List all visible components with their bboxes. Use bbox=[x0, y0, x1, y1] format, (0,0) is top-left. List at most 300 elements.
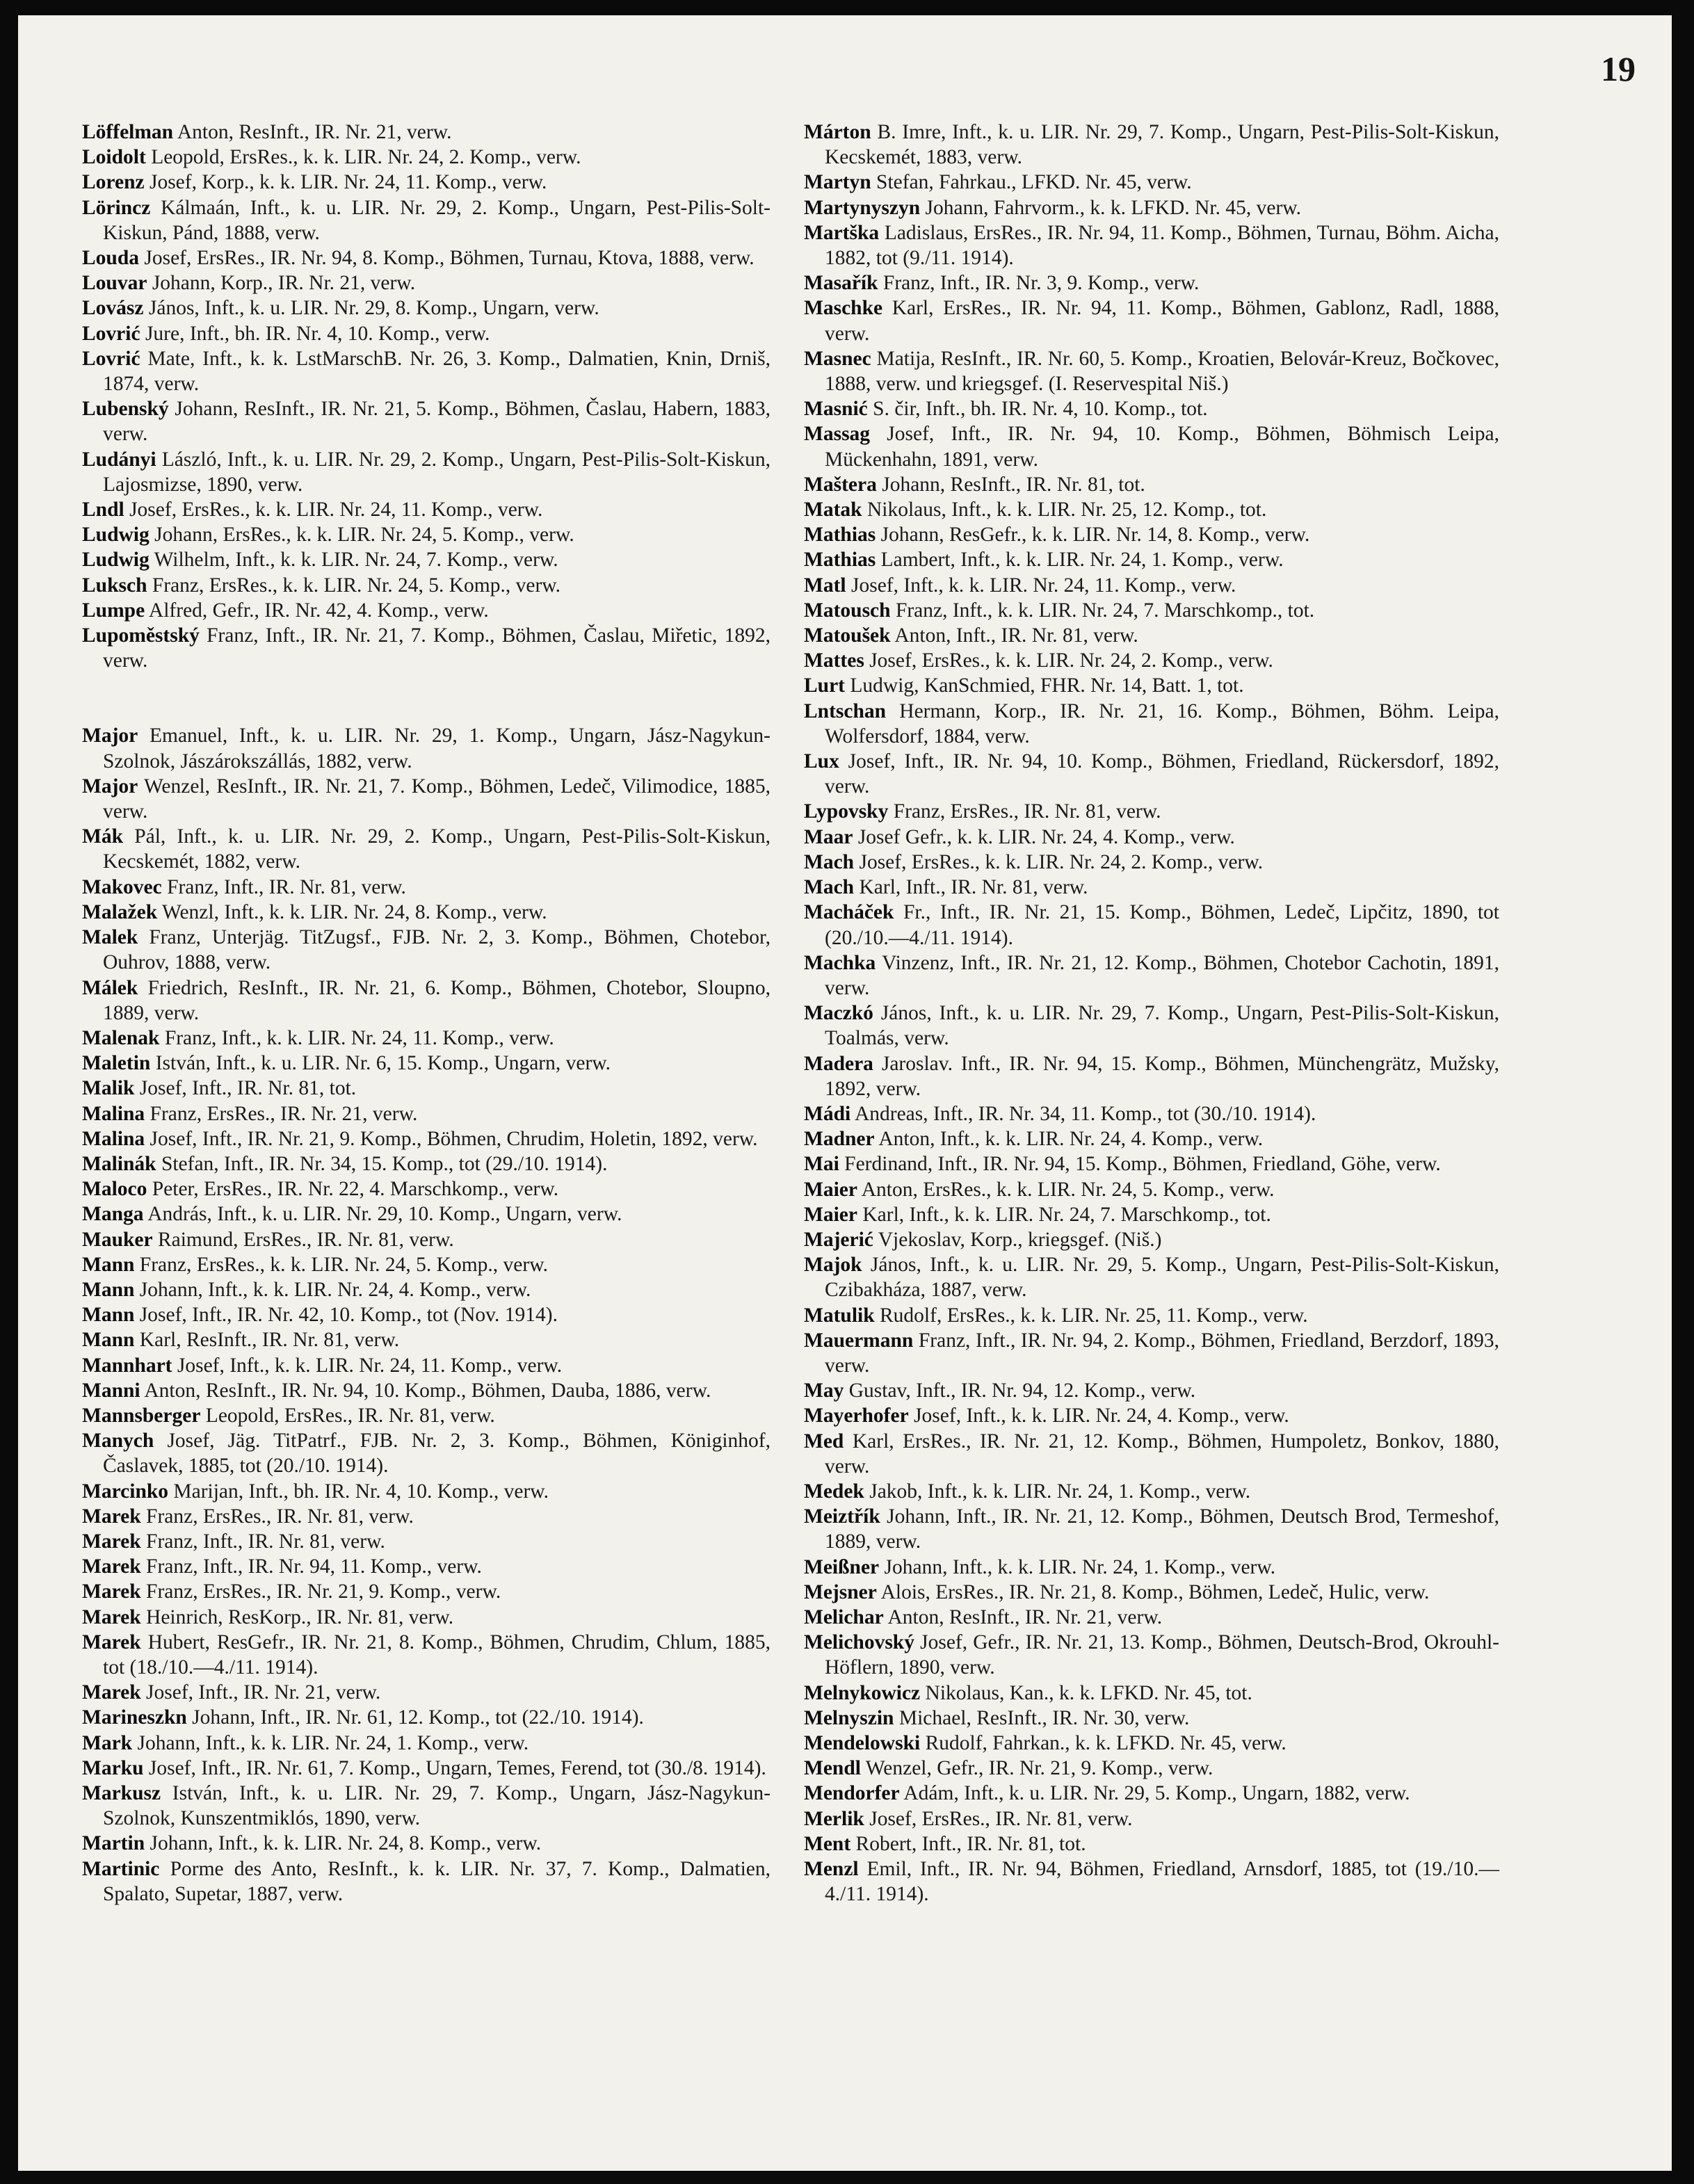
entry-details: S. čir, Inft., bh. IR. Nr. 4, 10. Komp., tot. bbox=[873, 398, 1208, 421]
entry-details: Rudolf, ErsRes., k. k. LIR. Nr. 25, 11. Komp., verw. bbox=[880, 1304, 1308, 1327]
entry-details: Josef, ErsRes., IR. Nr. 94, 8. Komp., Böhmen, Turnau, Ktova, 1888, verw. bbox=[144, 247, 755, 270]
casualty-entry bbox=[82, 598, 771, 623]
entry-details: Adám, Inft., k. u. LIR. Nr. 29, 5. Komp., Ungarn, 1882, verw. bbox=[903, 1782, 1410, 1805]
casualty-entry bbox=[804, 699, 1499, 749]
surname: Major bbox=[82, 775, 138, 798]
surname: Marek bbox=[82, 1530, 141, 1553]
casualty-entry bbox=[804, 573, 1499, 598]
surname: Matl bbox=[804, 574, 846, 597]
surname: Marcinko bbox=[82, 1480, 169, 1503]
entry-details: Raimund, ErsRes., IR. Nr. 81, verw. bbox=[157, 1228, 454, 1251]
entry-details: Franz, ErsRes., IR. Nr. 81, verw. bbox=[146, 1505, 414, 1528]
surname: Malinák bbox=[82, 1152, 156, 1175]
entry-details: Anton, ResInft., IR. Nr. 21, verw. bbox=[887, 1605, 1163, 1628]
entry-details: Alois, ErsRes., IR. Nr. 21, 8. Komp., Böhmen, Ledeč, Hulic, verw. bbox=[880, 1580, 1430, 1603]
casualty-entry bbox=[804, 648, 1499, 673]
casualty-entry bbox=[82, 900, 771, 925]
casualty-entry bbox=[804, 522, 1499, 547]
casualty-entry bbox=[82, 976, 771, 1026]
entry-details: Mate, Inft., k. k. LstMarschB. Nr. 26, 3. Komp., Dalmatien, Knin, Drniš, 1874, verw. bbox=[103, 347, 771, 396]
surname: Málek bbox=[82, 976, 138, 999]
casualty-entry bbox=[82, 1252, 771, 1277]
entry-details: Josef, ErsRes., IR. Nr. 81, verw. bbox=[869, 1807, 1133, 1830]
right-column bbox=[804, 120, 1499, 1907]
entry-details: Wenzel, ResInft., IR. Nr. 21, 7. Komp., Böhmen, Ledeč, Vilimodice, 1885, verw. bbox=[103, 775, 771, 823]
surname: Mathias bbox=[804, 524, 876, 547]
casualty-entry bbox=[804, 1756, 1499, 1781]
casualty-entry bbox=[804, 749, 1499, 799]
entry-details: Vinzenz, Inft., IR. Nr. 21, 12. Komp., Böhmen, Chotebor Cachotin, 1891, verw. bbox=[825, 951, 1499, 999]
entry-details: Franz, Inft., IR. Nr. 81, verw. bbox=[167, 875, 406, 898]
surname: Loidolt bbox=[82, 146, 146, 169]
casualty-entry bbox=[82, 723, 771, 773]
surname: Mák bbox=[82, 825, 123, 848]
casualty-entry bbox=[804, 825, 1499, 850]
entry-details: Anton, ResInft., IR. Nr. 21, verw. bbox=[177, 121, 452, 143]
entry-details: Jure, Inft., bh. IR. Nr. 4, 10. Komp., verw. bbox=[145, 322, 490, 345]
surname: Ludwig bbox=[82, 549, 150, 572]
casualty-entry bbox=[804, 547, 1499, 572]
surname: Masnić bbox=[804, 398, 868, 421]
casualty-entry bbox=[804, 270, 1499, 296]
casualty-entry bbox=[804, 951, 1499, 1001]
surname: Medek bbox=[804, 1480, 864, 1503]
entry-details: Franz, ErsRes., k. k. LIR. Nr. 24, 5. Komp., verw. bbox=[139, 1253, 548, 1276]
casualty-entry bbox=[804, 1681, 1499, 1706]
entry-details: Karl, Inft., k. k. LIR. Nr. 24, 7. Marschkomp., tot. bbox=[862, 1203, 1271, 1226]
entry-details: Ladislaus, ErsRes., IR. Nr. 94, 11. Komp., Böhmen, Turnau, Böhm. Aicha, 1882, tot (9./11. 1914). bbox=[825, 221, 1499, 270]
casualty-entry bbox=[804, 220, 1499, 270]
casualty-entry bbox=[82, 195, 771, 245]
casualty-entry bbox=[82, 1327, 771, 1352]
entry-details: Rudolf, Fahrkan., k. k. LFKD. Nr. 45, verw. bbox=[925, 1732, 1286, 1754]
entry-details: Johann, ResGefr., k. k. LIR. Nr. 14, 8. Komp., verw. bbox=[880, 524, 1310, 547]
casualty-entry bbox=[82, 1126, 771, 1151]
surname: Malenak bbox=[82, 1026, 160, 1049]
casualty-entry bbox=[82, 1353, 771, 1378]
surname: Mannsberger bbox=[82, 1404, 201, 1427]
surname: Makovec bbox=[82, 875, 162, 898]
surname: Martyn bbox=[804, 171, 871, 194]
casualty-entry bbox=[804, 346, 1499, 396]
surname: Mark bbox=[82, 1731, 133, 1754]
entry-details: Johann, ErsRes., k. k. LIR. Nr. 24, 5. Komp., verw. bbox=[154, 524, 574, 547]
surname: Maletin bbox=[82, 1052, 151, 1075]
surname: Malina bbox=[82, 1127, 145, 1150]
surname: Markusz bbox=[82, 1782, 161, 1804]
entry-details: Franz, Inft., k. k. LIR. Nr. 24, 7. Marschkomp., tot. bbox=[895, 599, 1315, 622]
surname: Malažek bbox=[82, 900, 158, 923]
casualty-entry bbox=[82, 1831, 771, 1856]
surname: Mann bbox=[82, 1329, 135, 1352]
entry-details: János, Inft., k. u. LIR. Nr. 29, 5. Komp., Ungarn, Pest-Pilis-Solt-Kiskun, Czibakháza, 1887, verw. bbox=[825, 1254, 1500, 1302]
entry-details: Vjekoslav, Korp., kriegsgef. (Niš.) bbox=[878, 1228, 1162, 1251]
casualty-entry bbox=[82, 1076, 771, 1101]
casualty-entry bbox=[804, 598, 1499, 623]
casualty-entry bbox=[804, 900, 1499, 950]
surname: Lörincz bbox=[82, 196, 151, 219]
surname: Major bbox=[82, 725, 138, 747]
surname: Meißner bbox=[804, 1555, 880, 1578]
casualty-entry bbox=[804, 1555, 1499, 1580]
casualty-entry bbox=[82, 1151, 771, 1176]
entry-details: István, Inft., k. u. LIR. Nr. 29, 7. Komp., Ungarn, Jász-Nagykun-Szolnok, Kunszentmiklós, 1890, verw. bbox=[103, 1782, 771, 1830]
casualty-entry bbox=[82, 1101, 771, 1126]
entry-details: Johann, Inft., k. k. LIR. Nr. 24, 4. Komp., verw. bbox=[139, 1278, 531, 1301]
casualty-entry bbox=[804, 421, 1499, 471]
surname: Maloco bbox=[82, 1178, 147, 1201]
surname: Mach bbox=[804, 850, 855, 873]
entry-details: Robert, Inft., IR. Nr. 81, tot. bbox=[855, 1832, 1086, 1855]
entry-details: Peter, ErsRes., IR. Nr. 22, 4. Marschkomp., verw. bbox=[152, 1178, 559, 1201]
scanned-page bbox=[18, 15, 1672, 2171]
surname: Mendorfer bbox=[804, 1782, 900, 1805]
surname: Marek bbox=[82, 1631, 141, 1653]
entry-details: Johann, Inft., k. k. LIR. Nr. 24, 1. Komp., verw. bbox=[137, 1731, 529, 1754]
entry-details: Karl, ResInft., IR. Nr. 81, verw. bbox=[139, 1329, 400, 1352]
entry-details: Franz, ErsRes., k. k. LIR. Nr. 24, 5. Komp., verw. bbox=[152, 574, 561, 597]
casualty-entry bbox=[804, 1177, 1499, 1202]
surname: Lovrić bbox=[82, 322, 140, 345]
surname: Ludwig bbox=[82, 524, 150, 547]
entry-details: Johann, Korp., IR. Nr. 21, verw. bbox=[152, 272, 416, 295]
surname: Masařík bbox=[804, 272, 878, 295]
page-number: 19 bbox=[1601, 49, 1636, 88]
entry-details: Josef, ErsRes., k. k. LIR. Nr. 24, 2. Komp., verw. bbox=[869, 649, 1273, 672]
casualty-entry bbox=[82, 1479, 771, 1504]
surname: Lovrić bbox=[82, 347, 140, 370]
surname: Mádi bbox=[804, 1102, 851, 1125]
entry-details: Friedrich, ResInft., IR. Nr. 21, 6. Komp., Böhmen, Chotebor, Sloupno, 1889, verw. bbox=[103, 976, 771, 1024]
casualty-entry bbox=[804, 396, 1499, 421]
casualty-entry bbox=[82, 346, 771, 396]
entry-details: Johann, ResInft., IR. Nr. 81, tot. bbox=[882, 473, 1145, 496]
surname: Luksch bbox=[82, 574, 147, 597]
surname: Matak bbox=[804, 499, 862, 521]
casualty-entry bbox=[82, 925, 771, 975]
entry-details: András, Inft., k. u. LIR. Nr. 29, 10. Komp., Ungarn, verw. bbox=[147, 1203, 622, 1226]
entry-details: Marijan, Inft., bh. IR. Nr. 4, 10. Komp., verw. bbox=[173, 1480, 549, 1503]
entry-details: Josef, Inft., k. k. LIR. Nr. 24, 11. Komp., verw. bbox=[177, 1354, 563, 1377]
entry-details: Anton, Inft., IR. Nr. 81, verw. bbox=[894, 624, 1138, 647]
entry-details: Johann, Inft., k. k. LIR. Nr. 24, 1. Komp., verw. bbox=[884, 1555, 1276, 1578]
surname: Marek bbox=[82, 1555, 141, 1578]
entry-details: Josef, Gefr., IR. Nr. 21, 13. Komp., Böhmen, Deutsch-Brod, Okrouhl-Höflern, 1890, verw. bbox=[825, 1631, 1499, 1679]
surname: Matulik bbox=[804, 1304, 875, 1327]
surname: Massag bbox=[804, 423, 871, 446]
entry-details: Franz, ErsRes., IR. Nr. 21, 9. Komp., verw. bbox=[146, 1580, 501, 1603]
surname: Mann bbox=[82, 1253, 135, 1276]
surname: Lubenský bbox=[82, 398, 169, 421]
casualty-entry bbox=[804, 1731, 1499, 1756]
casualty-entry bbox=[82, 1026, 771, 1051]
surname: Mejsner bbox=[804, 1580, 877, 1603]
entry-details: Kálmaán, Inft., k. u. LIR. Nr. 29, 2. Komp., Ungarn, Pest-Pilis-Solt-Kiskun, Pánd, 1888, verw. bbox=[103, 196, 771, 244]
casualty-entry bbox=[804, 1303, 1499, 1328]
entry-details: János, Inft., k. u. LIR. Nr. 29, 8. Komp., Ungarn, verw. bbox=[148, 297, 599, 320]
surname: Melnykowicz bbox=[804, 1681, 921, 1704]
surname: Manga bbox=[82, 1203, 144, 1226]
entry-details: Michael, ResInft., IR. Nr. 30, verw. bbox=[898, 1706, 1190, 1729]
casualty-entry bbox=[82, 1202, 771, 1227]
entry-details: Franz, Inft., IR. Nr. 94, 11. Komp., verw. bbox=[146, 1555, 482, 1578]
surname: Madner bbox=[804, 1128, 875, 1151]
casualty-entry bbox=[82, 875, 771, 900]
casualty-entry bbox=[82, 573, 771, 598]
surname: Lndl bbox=[82, 499, 124, 521]
casualty-entry bbox=[804, 1504, 1499, 1554]
surname: Martška bbox=[804, 221, 880, 244]
casualty-entry bbox=[804, 850, 1499, 875]
surname: Marineszkn bbox=[82, 1706, 187, 1729]
casualty-entry bbox=[82, 396, 771, 446]
casualty-entry bbox=[82, 1504, 771, 1529]
entry-details: Stefan, Inft., IR. Nr. 34, 15. Komp., tot (29./10. 1914). bbox=[161, 1152, 608, 1175]
surname: Mann bbox=[82, 1278, 135, 1301]
surname: Marek bbox=[82, 1605, 141, 1628]
casualty-entry bbox=[804, 195, 1499, 220]
casualty-entry bbox=[804, 1605, 1499, 1630]
entry-details: Johann, Inft., IR. Nr. 61, 12. Komp., tot (22./10. 1914). bbox=[192, 1706, 644, 1729]
surname: Meiztřík bbox=[804, 1505, 880, 1528]
casualty-entry bbox=[82, 296, 771, 321]
entry-details: Leopold, ErsRes., IR. Nr. 81, verw. bbox=[205, 1404, 495, 1427]
surname: Lux bbox=[804, 750, 839, 773]
entry-details: Jakob, Inft., k. k. LIR. Nr. 24, 1. Komp., verw. bbox=[869, 1480, 1251, 1503]
surname: Márton bbox=[804, 121, 871, 143]
entry-details: Wenzel, Gefr., IR. Nr. 21, 9. Komp., verw. bbox=[865, 1757, 1213, 1780]
surname: Matoušek bbox=[804, 624, 891, 647]
casualty-entry bbox=[804, 1831, 1499, 1857]
casualty-entry bbox=[804, 1806, 1499, 1831]
entry-details: Anton, ResInft., IR. Nr. 94, 10. Komp., Böhmen, Dauba, 1886, verw. bbox=[144, 1379, 711, 1402]
entry-details: Franz, Inft., k. k. LIR. Nr. 24, 11. Komp., verw. bbox=[164, 1026, 554, 1049]
surname: Mannhart bbox=[82, 1354, 172, 1377]
surname: Maier bbox=[804, 1203, 857, 1226]
entry-details: Franz, ErsRes., IR. Nr. 21, verw. bbox=[150, 1102, 418, 1125]
surname: Löffelman bbox=[82, 121, 174, 143]
casualty-entry bbox=[804, 1403, 1499, 1428]
surname: Masnec bbox=[804, 347, 871, 370]
entry-details: Matija, ResInft., IR. Nr. 60, 5. Komp., Kroatien, Belovár-Kreuz, Bočkovec, 1888, verw. und kriegsgef. (I. Reservespital Niš.) bbox=[825, 347, 1499, 396]
section-gap bbox=[82, 673, 771, 723]
entry-details: Franz, Inft., IR. Nr. 21, 7. Komp., Böhmen, Časlau, Miřetic, 1892, verw. bbox=[103, 624, 771, 672]
surname: Malina bbox=[82, 1102, 145, 1125]
entry-details: Josef, Inft., IR. Nr. 21, 9. Komp., Böhmen, Chrudim, Holetin, 1892, verw. bbox=[150, 1127, 758, 1150]
casualty-entry bbox=[804, 1101, 1499, 1126]
surname: Lypovsky bbox=[804, 800, 889, 823]
surname: Lumpe bbox=[82, 599, 145, 622]
entry-details: Andreas, Inft., IR. Nr. 34, 11. Komp., tot (30./10. 1914). bbox=[854, 1102, 1316, 1125]
casualty-entry bbox=[82, 1277, 771, 1302]
surname: Lupoměstský bbox=[82, 624, 200, 647]
casualty-entry bbox=[804, 1479, 1499, 1504]
entry-details: Josef, Inft., IR. Nr. 81, tot. bbox=[139, 1077, 357, 1100]
entry-details: Josef, Korp., k. k. LIR. Nr. 24, 11. Komp., verw. bbox=[149, 171, 547, 194]
casualty-entry bbox=[804, 1252, 1499, 1302]
entry-details: Anton, Inft., k. k. LIR. Nr. 24, 4. Komp., verw. bbox=[878, 1128, 1264, 1151]
surname: Maier bbox=[804, 1178, 857, 1201]
surname: Marku bbox=[82, 1756, 144, 1779]
casualty-entry bbox=[804, 1429, 1499, 1479]
entry-details: Josef, Inft., k. k. LIR. Nr. 24, 4. Komp., verw. bbox=[914, 1405, 1289, 1427]
left-column bbox=[82, 120, 771, 1907]
surname: Martinic bbox=[82, 1857, 160, 1880]
entry-details: Leopold, ErsRes., k. k. LIR. Nr. 24, 2. Komp., verw. bbox=[151, 146, 581, 169]
surname: Med bbox=[804, 1430, 844, 1453]
casualty-entry bbox=[82, 245, 771, 270]
entry-details: Hermann, Korp., IR. Nr. 21, 16. Komp., Böhmen, Böhm. Leipa, Wolfersdorf, 1884, verw. bbox=[825, 699, 1500, 747]
surname: Mattes bbox=[804, 649, 864, 672]
casualty-entry bbox=[82, 170, 771, 195]
entry-details: Emil, Inft., IR. Nr. 94, Böhmen, Friedland, Arnsdorf, 1885, tot (19./10.—4./11. 1914). bbox=[825, 1858, 1499, 1906]
entry-details: Wilhelm, Inft., k. k. LIR. Nr. 24, 7. Komp., verw. bbox=[154, 549, 558, 572]
casualty-entry bbox=[82, 145, 771, 170]
surname: Manni bbox=[82, 1379, 140, 1402]
entry-details: Karl, ErsRes., IR. Nr. 21, 12. Komp., Böhmen, Humpoletz, Bonkov, 1880, verw. bbox=[825, 1430, 1500, 1478]
surname: Melichovský bbox=[804, 1631, 914, 1654]
surname: Louda bbox=[82, 247, 139, 270]
surname: May bbox=[804, 1380, 844, 1402]
casualty-entry bbox=[804, 1328, 1499, 1378]
casualty-entry bbox=[82, 1781, 771, 1831]
casualty-entry bbox=[82, 120, 771, 145]
casualty-entry bbox=[804, 1781, 1499, 1806]
entry-details: Heinrich, ResKorp., IR. Nr. 81, verw. bbox=[146, 1605, 454, 1628]
surname: Merlik bbox=[804, 1807, 864, 1830]
casualty-entry bbox=[82, 1302, 771, 1327]
entry-details: Johann, Inft., k. k. LIR. Nr. 24, 8. Komp., verw. bbox=[150, 1832, 542, 1855]
surname: Mauker bbox=[82, 1228, 153, 1251]
entry-details: Jaroslav. Inft., IR. Nr. 94, 15. Komp., Böhmen, Münchengrätz, Mužsky, 1892, verw. bbox=[825, 1052, 1500, 1100]
entry-details: Alfred, Gefr., IR. Nr. 42, 4. Komp., verw. bbox=[148, 599, 489, 622]
casualty-entry bbox=[804, 1051, 1499, 1101]
surname: Mendl bbox=[804, 1757, 861, 1780]
casualty-entry bbox=[82, 623, 771, 673]
surname: Matousch bbox=[804, 599, 891, 622]
surname: Mauermann bbox=[804, 1329, 914, 1352]
casualty-entry bbox=[804, 1580, 1499, 1605]
entry-details: Karl, ErsRes., IR. Nr. 94, 11. Komp., Böhmen, Gablonz, Radl, 1888, verw. bbox=[825, 297, 1500, 345]
casualty-entry bbox=[82, 321, 771, 346]
casualty-entry bbox=[82, 1579, 771, 1604]
casualty-entry bbox=[82, 447, 771, 497]
entry-details: Franz, Inft., IR. Nr. 94, 2. Komp., Böhmen, Friedland, Berzdorf, 1893, verw. bbox=[825, 1329, 1499, 1377]
entry-details: István, Inft., k. u. LIR. Nr. 6, 15. Komp., Ungarn, verw. bbox=[155, 1052, 611, 1075]
entry-details: Fr., Inft., IR. Nr. 21, 15. Komp., Böhmen, Ledeč, Lipčitz, 1890, tot (20./10.—4./11. 1914). bbox=[825, 901, 1500, 949]
casualty-entry bbox=[82, 1705, 771, 1730]
casualty-entry bbox=[82, 1731, 771, 1756]
surname: Madera bbox=[804, 1052, 873, 1075]
casualty-entry bbox=[82, 497, 771, 522]
surname: Melnyszin bbox=[804, 1706, 894, 1729]
surname: Majerić bbox=[804, 1228, 873, 1251]
casualty-entry bbox=[804, 497, 1499, 522]
casualty-entry bbox=[82, 1554, 771, 1579]
surname: Marek bbox=[82, 1580, 141, 1603]
surname: Maar bbox=[804, 825, 853, 848]
entry-details: Franz, Unterjäg. TitZugsf., FJB. Nr. 2, 3. Komp., Böhmen, Chotebor, Ouhrov, 1888, verw. bbox=[103, 926, 771, 974]
casualty-entry bbox=[804, 1227, 1499, 1252]
surname: Menzl bbox=[804, 1858, 859, 1881]
entry-details: Franz, ErsRes., IR. Nr. 81, verw. bbox=[893, 800, 1161, 823]
casualty-entry bbox=[82, 1428, 771, 1478]
entry-details: Franz, Inft., IR. Nr. 81, verw. bbox=[146, 1530, 385, 1553]
entry-details: Ferdinand, Inft., IR. Nr. 94, 15. Komp., Böhmen, Friedland, Göhe, verw. bbox=[844, 1153, 1441, 1176]
casualty-entry bbox=[82, 1529, 771, 1554]
entry-details: Johann, Inft., IR. Nr. 21, 12. Komp., Böhmen, Deutsch Brod, Termeshof, 1889, verw. bbox=[825, 1505, 1499, 1553]
surname: Lntschan bbox=[804, 699, 887, 722]
surname: Mann bbox=[82, 1304, 135, 1327]
entry-details: Josef, Inft., IR. Nr. 21, verw. bbox=[146, 1681, 381, 1704]
casualty-entry bbox=[804, 1630, 1499, 1680]
casualty-entry bbox=[82, 1857, 771, 1907]
surname: Majok bbox=[804, 1254, 862, 1277]
surname: Marek bbox=[82, 1505, 141, 1528]
casualty-entry bbox=[82, 1403, 771, 1428]
entry-details: Franz, Inft., IR. Nr. 3, 9. Komp., verw. bbox=[882, 272, 1200, 295]
surname: Martynyszyn bbox=[804, 196, 921, 219]
casualty-entry bbox=[82, 824, 771, 874]
surname: Maštera bbox=[804, 473, 877, 496]
casualty-entry bbox=[82, 270, 771, 296]
casualty-entry bbox=[804, 875, 1499, 900]
casualty-entry bbox=[82, 1756, 771, 1781]
surname: Mendelowski bbox=[804, 1732, 921, 1754]
entry-details: Ludwig, KanSchmied, FHR. Nr. 14, Batt. 1, tot. bbox=[850, 674, 1244, 697]
casualty-entry bbox=[804, 170, 1499, 195]
surname: Manych bbox=[82, 1430, 154, 1453]
entry-details: Josef, Jäg. TitPatrf., FJB. Nr. 2, 3. Komp., Böhmen, Königinhof, Časlavek, 1885, tot (20./10. 1914). bbox=[103, 1430, 771, 1478]
casualty-entry bbox=[804, 1001, 1499, 1051]
entry-details: Karl, Inft., IR. Nr. 81, verw. bbox=[859, 876, 1088, 899]
entry-details: Nikolaus, Kan., k. k. LFKD. Nr. 45, tot. bbox=[925, 1681, 1252, 1704]
entry-details: Josef, Inft., IR. Nr. 61, 7. Komp., Ungarn, Temes, Ferend, tot (30./8. 1914). bbox=[148, 1756, 766, 1779]
casualty-entry bbox=[82, 522, 771, 547]
surname: Machka bbox=[804, 951, 876, 974]
surname: Marek bbox=[82, 1681, 141, 1704]
entry-details: Johann, Fahrvorm., k. k. LFKD. Nr. 45, verw. bbox=[925, 196, 1302, 219]
surname: Mai bbox=[804, 1153, 839, 1176]
surname: Macháček bbox=[804, 901, 894, 924]
entry-details: Gustav, Inft., IR. Nr. 94, 12. Komp., verw. bbox=[848, 1380, 1196, 1402]
casualty-entry bbox=[804, 120, 1499, 170]
casualty-entry bbox=[804, 472, 1499, 497]
casualty-entry bbox=[804, 1126, 1499, 1151]
entry-details: Stefan, Fahrkau., LFKD. Nr. 45, verw. bbox=[876, 171, 1192, 194]
surname: Ludányi bbox=[82, 448, 156, 471]
casualty-entry bbox=[82, 1630, 771, 1680]
casualty-entry bbox=[804, 1706, 1499, 1731]
surname: Maschke bbox=[804, 297, 883, 320]
entry-details: László, Inft., k. u. LIR. Nr. 29, 2. Komp., Ungarn, Pest-Pilis-Solt-Kiskun, Lajosmizse, 1890, verw. bbox=[103, 448, 771, 496]
surname: Melichar bbox=[804, 1605, 884, 1628]
surname: Malek bbox=[82, 926, 138, 949]
casualty-entry bbox=[82, 1378, 771, 1403]
entry-details: Anton, ErsRes., k. k. LIR. Nr. 24, 5. Komp., verw. bbox=[861, 1178, 1275, 1201]
surname: Lurt bbox=[804, 674, 845, 697]
entry-details: Josef, ErsRes., k. k. LIR. Nr. 24, 11. Komp., verw. bbox=[129, 499, 543, 521]
casualty-entry bbox=[804, 1202, 1499, 1227]
surname: Ment bbox=[804, 1832, 851, 1855]
casualty-entry bbox=[82, 1176, 771, 1202]
entry-details: Nikolaus, Inft., k. k. LIR. Nr. 25, 12. Komp., tot. bbox=[866, 499, 1267, 521]
casualty-entry bbox=[804, 1378, 1499, 1403]
casualty-entry bbox=[804, 623, 1499, 648]
entry-details: Josef, Inft., IR. Nr. 42, 10. Komp., tot (Nov. 1914). bbox=[139, 1304, 558, 1327]
casualty-entry bbox=[82, 774, 771, 824]
entry-details: B. Imre, Inft., k. u. LIR. Nr. 29, 7. Komp., Ungarn, Pest-Pilis-Solt-Kiskun, Kecskemét, 1883, verw. bbox=[825, 121, 1500, 169]
